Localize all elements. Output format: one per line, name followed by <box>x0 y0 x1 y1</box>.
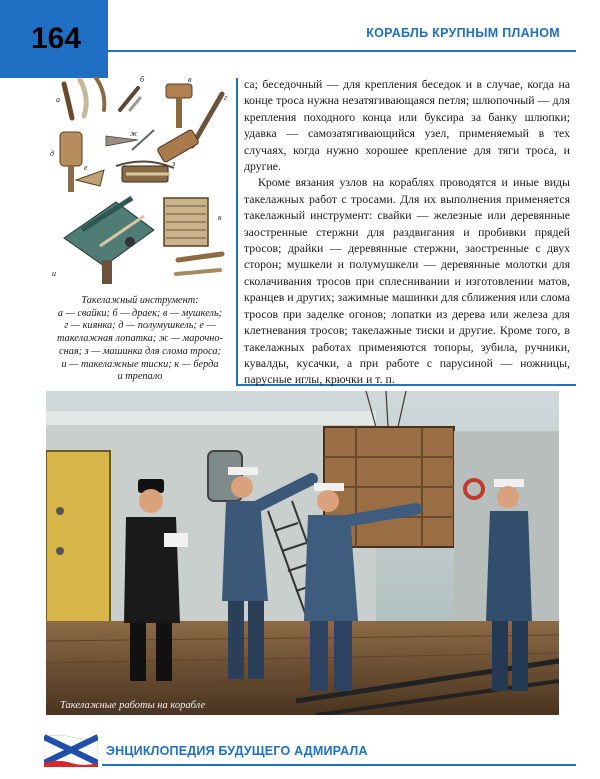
tool-marochnaya <box>106 129 154 150</box>
tool-mushkel <box>166 75 192 128</box>
page-number: 164 <box>0 0 108 78</box>
caption-line: и трепало <box>117 371 163 383</box>
caption-line: сная; з — машинка для слома троса; <box>59 345 221 357</box>
tool-label: д <box>50 149 55 158</box>
figure-caption <box>44 295 236 384</box>
tool-trepalo <box>176 254 222 274</box>
tool-label: к <box>218 213 222 222</box>
tool-lopatka <box>76 163 104 186</box>
tool-svaiki <box>56 78 104 118</box>
naval-flag-icon <box>44 733 98 767</box>
column-divider <box>236 78 238 384</box>
tool-label: а <box>56 95 60 104</box>
caption-line: Такелажный инструмент: <box>81 295 199 306</box>
paragraph: са; беседочный — для крепления беседок и в случае, когда на конце троса нужна незатягивающаяся петля; шлюпочный — для крепления походного конца или буксира за банку шлюпки; удавка — самозатягивающийся узел, применяемый в тех случаях, когда нужно хорошее крепление для тяги троса, и другие. <box>244 77 570 174</box>
tool-label: г <box>224 93 228 102</box>
caption-line: а — свайки; б — драек; в — мушкель; <box>57 307 223 319</box>
footer-title: ЭНЦИКЛОПЕДИЯ БУДУЩЕГО АДМИРАЛА <box>106 744 368 758</box>
tool-label: в <box>188 75 192 84</box>
section-title: КОРАБЛЬ КРУПНЫМ ПЛАНОМ <box>366 26 560 40</box>
tool-label: б <box>140 75 145 84</box>
tool-label: ж <box>130 129 138 138</box>
rigging-tools-illustration <box>46 70 232 288</box>
caption-line: такелажная лопатка; ж — марочно- <box>57 333 223 345</box>
tool-kiyanka <box>157 93 227 163</box>
tool-mashinka <box>116 159 175 182</box>
tool-label: и <box>52 269 56 278</box>
article-text <box>244 76 570 388</box>
tool-berda <box>164 198 222 246</box>
rigging-work-painting <box>46 391 559 715</box>
footer-rule <box>102 764 576 766</box>
tool-polumushkel <box>50 132 82 192</box>
header-rule <box>108 50 576 52</box>
tool-draek <box>120 75 145 110</box>
tool-tiski <box>52 198 154 284</box>
tool-label: е <box>84 163 88 172</box>
caption-line: г — киянка; д — полумушкель; е — <box>64 320 216 332</box>
painting-caption: Такелажные работы на корабле <box>60 700 206 711</box>
paragraph: Кроме вязания узлов на кораблях проводятся и иные виды такелажных работ с тросами. Для их выполнения применяется такелажный инструмент: свайки — железные или деревянные заостренные стержни для раздвигания и пробивки прядей тросов; драйки — деревянные стержни, заостренные с двух сторон; мушкели и полумушкели — деревянные молотки для сколачивания тросов при сплеснивании и изготовлении матов, кранцев и других; зажимные машинки для сближения или слома тросов при заделке огонов; лопатки из дерева или железа для клетневания тросов; такелажные тиски и другие. Кроме того, в такелажных работах применяются топоры, зубила, ручники, кувалды, кусачки, а при работе с парусиной — ножницы, парусные иглы, крючки и т. п. <box>244 175 570 387</box>
caption-line: и — такелажные тиски; к — берда <box>61 358 219 370</box>
tool-label: з <box>172 159 176 168</box>
